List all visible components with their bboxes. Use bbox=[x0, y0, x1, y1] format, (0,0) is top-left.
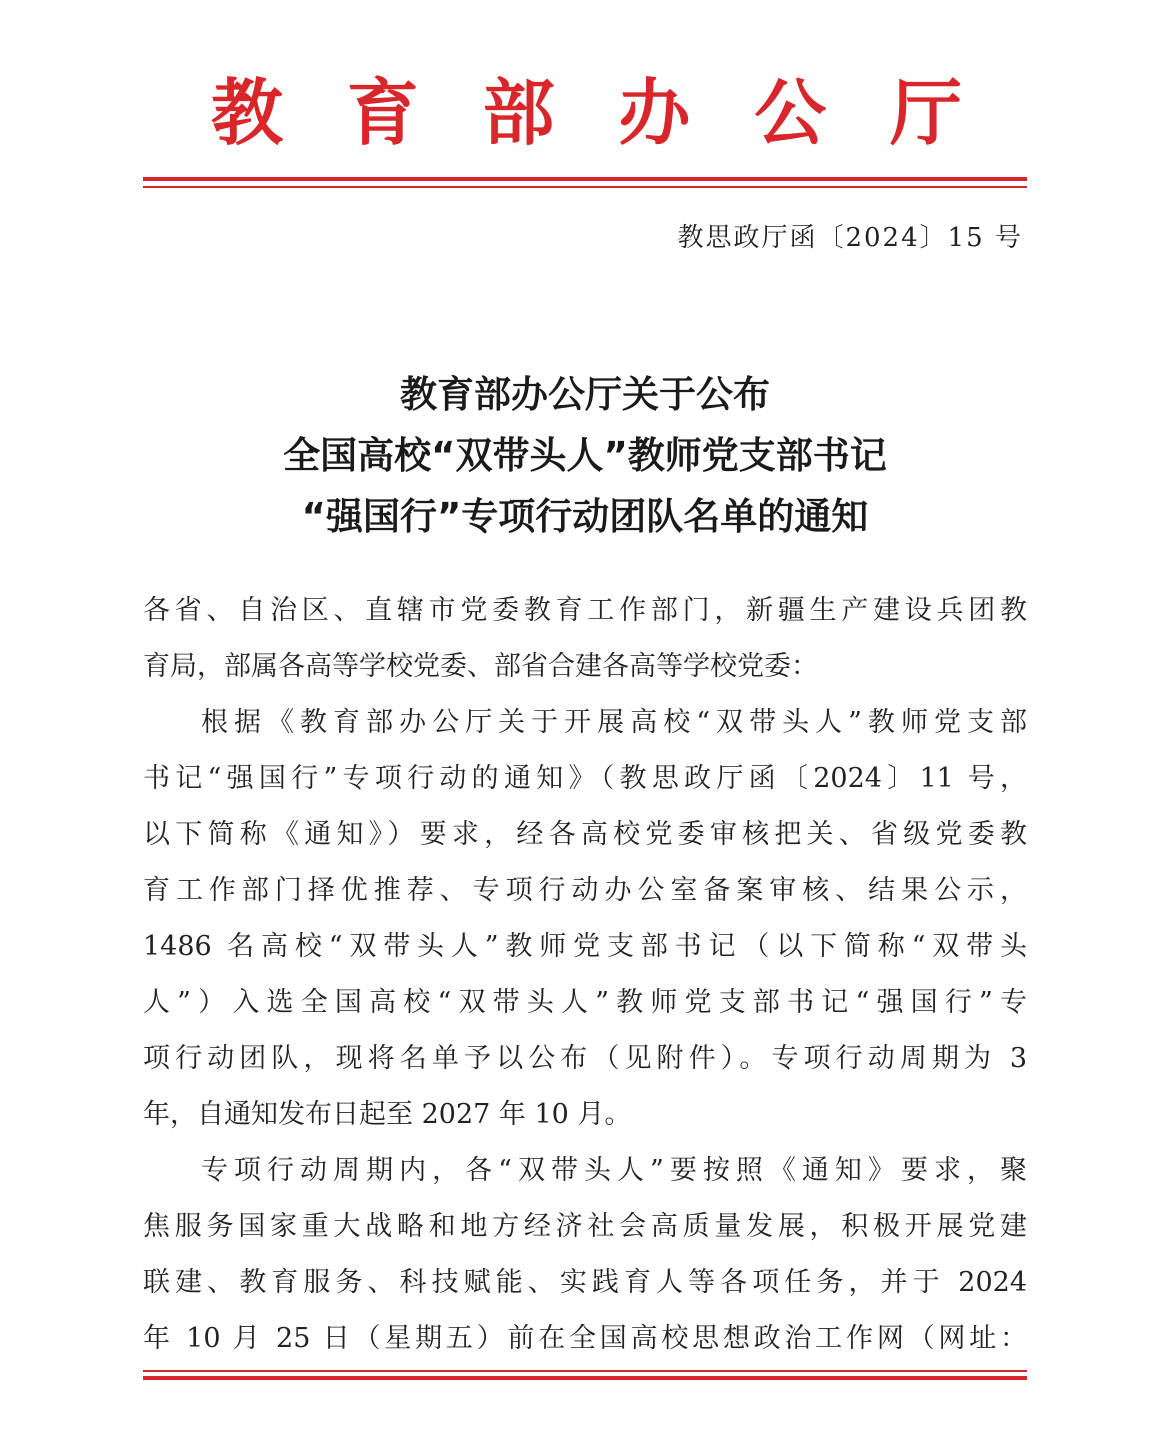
body-line: 人”）入选全国高校“双带头人”教师党支部书记“强国行”专 bbox=[143, 987, 1027, 1018]
body-line: 各省、自治区、直辖市党委教育工作部门，新疆生产建设兵团教 bbox=[143, 595, 1027, 626]
footer-red-rule-thin bbox=[143, 1370, 1027, 1372]
masthead-char: 育 bbox=[346, 70, 419, 155]
title-line: 教育部办公厅关于公布 bbox=[400, 373, 770, 416]
footer-red-rule bbox=[143, 1376, 1027, 1380]
masthead-char: 部 bbox=[482, 70, 555, 155]
title-line: “强国行”专项行动团队名单的通知 bbox=[301, 495, 869, 538]
document-title bbox=[143, 364, 1027, 547]
title-line: 全国高校“双带头人”教师党支部书记 bbox=[283, 434, 887, 477]
masthead-red-rule-thin bbox=[143, 186, 1027, 188]
masthead-red-rule bbox=[143, 177, 1027, 181]
body-line: 育工作部门择优推荐、专项行动办公室备案审核、结果公示， bbox=[143, 875, 1027, 906]
masthead-char: 厅 bbox=[889, 70, 962, 155]
body-line: 以下简称《通知》）要求，经各高校党委审核把关、省级党委教 bbox=[143, 819, 1027, 850]
document-number: 教思政厅函〔2024〕15 号 bbox=[677, 223, 1023, 253]
body-line: 1486 名高校“双带头人”教师党支部书记（以下简称“双带头 bbox=[143, 931, 1027, 962]
body-line: 书记“强国行”专项行动的通知》（教思政厅函〔2024〕11 号， bbox=[143, 763, 1027, 794]
masthead-char: 公 bbox=[754, 70, 827, 155]
body-line: 根据《教育部办公厅关于开展高校“双带头人”教师党支部 bbox=[201, 707, 1027, 738]
masthead-char: 办 bbox=[618, 70, 691, 155]
body-line: 焦服务国家重大战略和地方经济社会高质量发展，积极开展党建 bbox=[143, 1211, 1027, 1242]
masthead-char: 教 bbox=[211, 70, 284, 155]
document-body bbox=[143, 583, 1027, 1367]
masthead-title bbox=[143, 70, 1027, 156]
body-line: 年，自通知发布日起至 2027 年 10 月。 bbox=[143, 1099, 632, 1130]
body-line: 项行动团队，现将名单予以公布（见附件）。专项行动周期为 3 bbox=[143, 1043, 1027, 1074]
body-line: 联建、教育服务、科技赋能、实践育人等各项任务，并于 2024 bbox=[143, 1267, 1027, 1298]
body-line: 年 10 月 25 日（星期五）前在全国高校思想政治工作网（网址： bbox=[143, 1323, 1027, 1354]
body-line: 育局，部属各高等学校党委、部省合建各高等学校党委： bbox=[143, 651, 818, 682]
body-line: 专项行动周期内，各“双带头人”要按照《通知》要求，聚 bbox=[201, 1155, 1027, 1186]
